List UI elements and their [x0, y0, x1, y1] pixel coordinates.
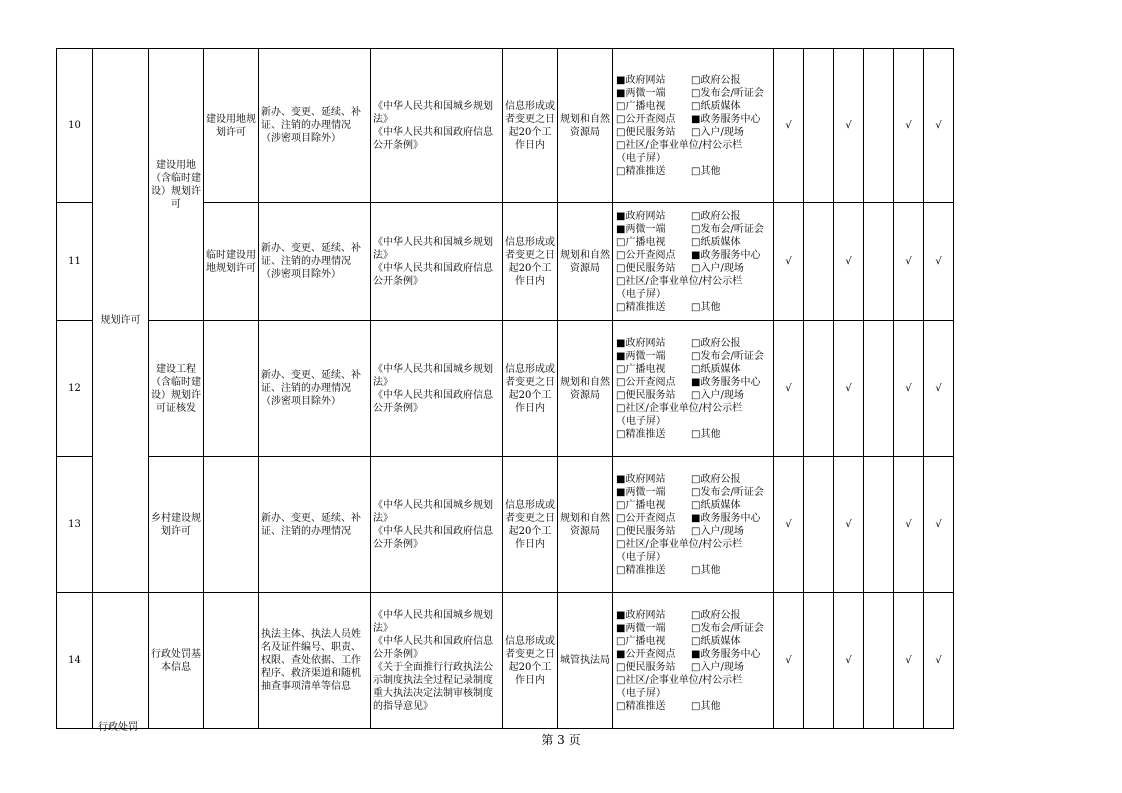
content-cell: 执法主体、执法人员姓名及证件编号、职责、权限、查处依据、工作程序、救济渠道和随机抽查事项清单等信息 [259, 593, 371, 729]
basis-cell [371, 457, 503, 593]
channel-cell [613, 49, 774, 203]
tick-cell: √ [894, 203, 924, 321]
subcategory-cell: 建设用地（含临时建设）规划许可 [149, 49, 204, 321]
channel-gazette: □政府公报 [691, 74, 741, 86]
channel-convenience: □便民服务站 [616, 525, 676, 537]
tick-cell: √ [894, 321, 924, 457]
channel-community: □社区/企事业单位/村公示栏 [616, 275, 743, 287]
basis-line: 《中华人民共和国政府信息公开条例》 [373, 389, 493, 414]
content-cell: 新办、变更、延续、补证、注销的办理情况（涉密项目除外） [259, 49, 371, 203]
channel-paper: □纸质媒体 [691, 499, 741, 511]
tick-cell [804, 593, 834, 729]
time-limit-cell: 信息形成或者变更之日起20个工作日内 [503, 321, 558, 457]
time-limit-cell: 信息形成或者变更之日起20个工作日内 [503, 457, 558, 593]
channel-other: □其他 [691, 428, 721, 440]
basis-line: 《中华人民共和国城乡规划法》 [373, 100, 493, 125]
channel-convenience: □便民服务站 [616, 262, 676, 274]
item-cell: 临时建设用地规划许可 [204, 203, 259, 321]
channel-service_center: ■政务服务中心 [691, 648, 761, 660]
channel-two_one: ■两微一端 [616, 486, 666, 498]
subject-cell: 规划和自然资源局 [558, 203, 613, 321]
page-number: 第 3 页 [541, 733, 581, 747]
tick-cell [864, 49, 894, 203]
channel-tv: □广播电视 [616, 499, 666, 511]
basis-cell [371, 321, 503, 457]
channel-screen-note: （电子屏） [616, 152, 666, 164]
tick-cell [864, 321, 894, 457]
table-row [57, 49, 954, 203]
basis-cell [371, 49, 503, 203]
basis-line: 《中华人民共和国城乡规划法》 [373, 609, 493, 634]
row-number: 11 [57, 203, 93, 321]
tick-cell: √ [834, 203, 864, 321]
tick-cell [804, 321, 834, 457]
tick-cell: √ [924, 321, 954, 457]
table-row [57, 457, 954, 593]
channel-paper: □纸质媒体 [691, 363, 741, 375]
channel-service_center: ■政务服务中心 [691, 249, 761, 261]
channel-gov_site: ■政府网站 [616, 74, 666, 86]
channel-press: □发布会/听证会 [691, 223, 764, 235]
basis-cell [371, 593, 503, 729]
subject-cell: 规划和自然资源局 [558, 321, 613, 457]
channel-gov_site: ■政府网站 [616, 210, 666, 222]
tick-cell: √ [894, 49, 924, 203]
basis-line: 《中华人民共和国城乡规划法》 [373, 499, 493, 524]
time-limit-cell: 信息形成或者变更之日起20个工作日内 [503, 203, 558, 321]
tick-cell: √ [894, 593, 924, 729]
tick-cell: √ [834, 321, 864, 457]
channel-screen-note: （电子屏） [616, 687, 666, 699]
channel-precise: □精准推送 [616, 700, 666, 712]
tick-cell: √ [834, 457, 864, 593]
channel-press: □发布会/听证会 [691, 350, 764, 362]
tick-cell: √ [774, 203, 804, 321]
row-number: 14 [57, 593, 93, 729]
tick-cell [804, 457, 834, 593]
channel-service_center: ■政务服务中心 [691, 113, 761, 125]
tick-cell: √ [774, 593, 804, 729]
channel-gazette: □政府公报 [691, 473, 741, 485]
channel-community: □社区/企事业单位/村公示栏 [616, 139, 743, 151]
channel-door: □入户/现场 [691, 525, 744, 537]
channel-convenience: □便民服务站 [616, 661, 676, 673]
channel-door: □入户/现场 [691, 661, 744, 673]
channel-paper: □纸质媒体 [691, 100, 741, 112]
basis-cell [371, 203, 503, 321]
content-cell: 新办、变更、延续、补证、注销的办理情况（涉密项目除外） [259, 321, 371, 457]
subcategory-cell: 乡村建设规划许可 [149, 457, 204, 593]
channel-gazette: □政府公报 [691, 210, 741, 222]
content-cell: 新办、变更、延续、补证、注销的办理情况（涉密项目除外） [259, 203, 371, 321]
tick-cell [864, 203, 894, 321]
basis-line: 《中华人民共和国政府信息公开条例》 [373, 525, 493, 550]
category-cell: 规划许可 [93, 49, 149, 593]
channel-cell [613, 593, 774, 729]
channel-tv: □广播电视 [616, 363, 666, 375]
channel-cell [613, 321, 774, 457]
channel-tv: □广播电视 [616, 236, 666, 248]
basis-line: 《中华人民共和国城乡规划法》 [373, 236, 493, 261]
table-row [57, 593, 954, 729]
clipped-category-label: 行政处罚 [98, 722, 138, 733]
content-cell: 新办、变更、延续、补证、注销的办理情况 [259, 457, 371, 593]
row-number: 12 [57, 321, 93, 457]
basis-line: 《中华人民共和国政府信息公开条例》 [373, 262, 493, 287]
row-number: 13 [57, 457, 93, 593]
item-cell: 建设用地规划许可 [204, 49, 259, 203]
tick-cell [864, 457, 894, 593]
tick-cell: √ [774, 457, 804, 593]
channel-screen-note: （电子屏） [616, 415, 666, 427]
channel-service_center: ■政务服务中心 [691, 376, 761, 388]
channel-community: □社区/企事业单位/村公示栏 [616, 538, 743, 550]
channel-press: □发布会/听证会 [691, 622, 764, 634]
tick-cell: √ [834, 593, 864, 729]
channel-other: □其他 [691, 700, 721, 712]
channel-precise: □精准推送 [616, 301, 666, 313]
channel-other: □其他 [691, 165, 721, 177]
subcategory-cell: 行政处罚基本信息 [149, 593, 204, 729]
channel-tv: □广播电视 [616, 635, 666, 647]
channel-query: □公开查阅点 [616, 113, 676, 125]
channel-community: □社区/企事业单位/村公示栏 [616, 402, 743, 414]
tick-cell [804, 203, 834, 321]
channel-convenience: □便民服务站 [616, 389, 676, 401]
channel-door: □入户/现场 [691, 389, 744, 401]
channel-query: ■公开查阅点 [616, 648, 676, 660]
channel-community: □社区/企事业单位/村公示栏 [616, 674, 743, 686]
tick-cell: √ [834, 49, 864, 203]
channel-paper: □纸质媒体 [691, 635, 741, 647]
subject-cell: 城管执法局 [558, 593, 613, 729]
disclosure-table [56, 48, 954, 729]
item-cell [204, 457, 259, 593]
channel-precise: □精准推送 [616, 428, 666, 440]
channel-other: □其他 [691, 564, 721, 576]
channel-two_one: ■两微一端 [616, 87, 666, 99]
channel-query: □公开查阅点 [616, 376, 676, 388]
tick-cell: √ [924, 593, 954, 729]
channel-press: □发布会/听证会 [691, 486, 764, 498]
tick-cell: √ [894, 457, 924, 593]
item-cell [204, 593, 259, 729]
channel-screen-note: （电子屏） [616, 288, 666, 300]
tick-cell: √ [924, 203, 954, 321]
channel-service_center: ■政务服务中心 [691, 512, 761, 524]
channel-gov_site: ■政府网站 [616, 473, 666, 485]
channel-query: □公开查阅点 [616, 512, 676, 524]
basis-line: 《中华人民共和国城乡规划法》 [373, 363, 493, 388]
table-row [57, 321, 954, 457]
channel-precise: □精准推送 [616, 165, 666, 177]
tick-cell [864, 593, 894, 729]
row-number: 10 [57, 49, 93, 203]
channel-cell [613, 457, 774, 593]
channel-two_one: ■两微一端 [616, 350, 666, 362]
time-limit-cell: 信息形成或者变更之日起20个工作日内 [503, 593, 558, 729]
subject-cell: 规划和自然资源局 [558, 49, 613, 203]
basis-line: 《中华人民共和国政府信息公开条例》 [373, 126, 493, 151]
tick-cell: √ [774, 321, 804, 457]
channel-screen-note: （电子屏） [616, 551, 666, 563]
tick-cell [804, 49, 834, 203]
channel-gov_site: ■政府网站 [616, 609, 666, 621]
tick-cell: √ [924, 457, 954, 593]
channel-other: □其他 [691, 301, 721, 313]
channel-gazette: □政府公报 [691, 609, 741, 621]
channel-cell [613, 203, 774, 321]
channel-query: □公开查阅点 [616, 249, 676, 261]
channel-precise: □精准推送 [616, 564, 666, 576]
item-cell [204, 321, 259, 457]
channel-gazette: □政府公报 [691, 337, 741, 349]
subcategory-cell: 建设工程（含临时建设）规划许可证核发 [149, 321, 204, 457]
subject-cell: 规划和自然资源局 [558, 457, 613, 593]
channel-door: □入户/现场 [691, 126, 744, 138]
channel-two_one: ■两微一端 [616, 223, 666, 235]
channel-tv: □广播电视 [616, 100, 666, 112]
time-limit-cell: 信息形成或者变更之日起20个工作日内 [503, 49, 558, 203]
basis-line: 《关于全面推行行政执法公示制度执法全过程记录制度重大执法决定法制审核制度的指导意见》 [373, 661, 493, 712]
basis-line: 《中华人民共和国政府信息公开条例》 [373, 635, 493, 660]
category-cell [93, 593, 149, 729]
tick-cell: √ [924, 49, 954, 203]
channel-two_one: ■两微一端 [616, 622, 666, 634]
channel-gov_site: ■政府网站 [616, 337, 666, 349]
channel-convenience: □便民服务站 [616, 126, 676, 138]
tick-cell: √ [774, 49, 804, 203]
channel-press: □发布会/听证会 [691, 87, 764, 99]
channel-door: □入户/现场 [691, 262, 744, 274]
channel-paper: □纸质媒体 [691, 236, 741, 248]
